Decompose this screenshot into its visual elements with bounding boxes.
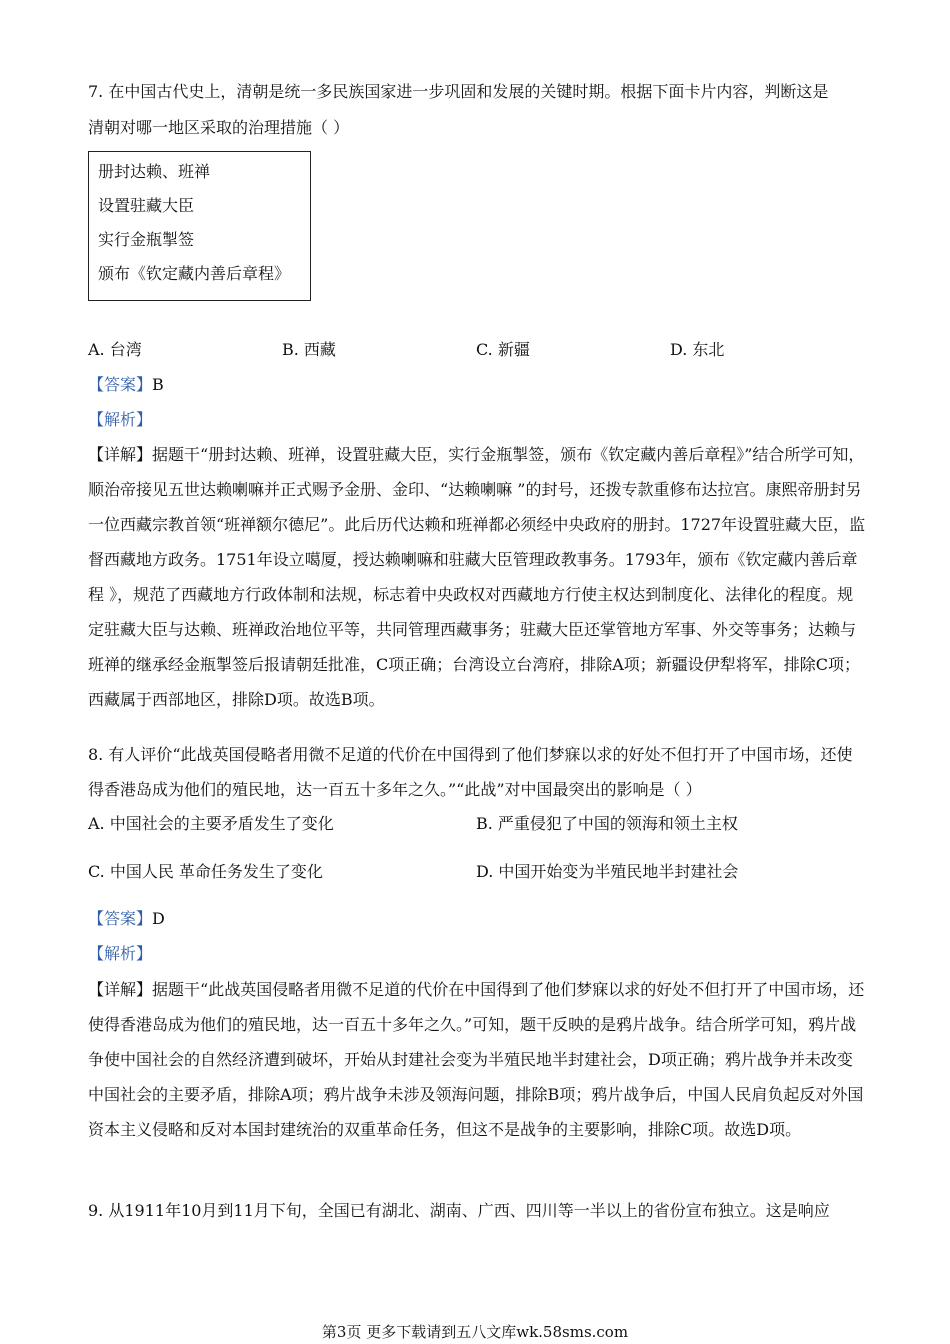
detail-text: 据题干“册封达赖、班禅，设置驻藏大臣，实行金瓶掣签，颁布《钦定藏内善后章程》”结合所学可知，顺治帝接见五世达赖喇嘛并正式赐予金册、金印、“达赖喇嘛 ”的封号，还拨专款重修布达拉宫。康熙帝册封另一位西藏宗教首领“班禅额尔德尼”。此后历代达赖和班禅都必须经中央政府的册封。1727年设置驻藏大臣，监督西藏地方政务。1751年设立噶厦，授达赖喇嘛和驻藏大臣管理政教事务。1793年，颁布《钦定藏内善后章程 》，规范了西藏地方行政体制和法规，标志着中央政权对西藏地方行使主权达到制度化、法律化的程度。规定驻藏大臣与达赖、班禅政治地位平等，共同管理西藏事务；驻藏大臣还掌管地方军事、外交等事务；达赖与班禅的继承经金瓶掣签后报请朝廷批准，C项正确；台湾设立台湾府，排除A项；新疆设伊犁将军，排除C项；西藏属于西部地区，排除D项。故选B项。 bbox=[88, 445, 866, 709]
q8-answer bbox=[88, 908, 165, 930]
q9-stem: 9. 从1911年10月到11月下旬，全国已有湖北、湖南、广西、四川等一半以上的省份宣布独立。这是响应 bbox=[88, 1201, 830, 1220]
q7-option-d: D. 东北 bbox=[670, 340, 725, 359]
q7-answer bbox=[88, 374, 164, 396]
card-item: 实行金瓶掣签 bbox=[98, 230, 195, 249]
q8-option-d: D. 中国开始变为半殖民地半封建社会 bbox=[476, 862, 739, 881]
q8-analysis-label: 【解析】 bbox=[88, 944, 153, 963]
q7-option-a: A. 台湾 bbox=[88, 340, 142, 359]
q7-option-b: B. 西藏 bbox=[282, 340, 336, 359]
detail-label: 【详解】 bbox=[88, 445, 153, 464]
q7-analysis-label: 【解析】 bbox=[88, 410, 153, 429]
detail-label: 【详解】 bbox=[88, 980, 153, 999]
q8-detail bbox=[88, 972, 866, 1147]
answer-label: 【答案】 bbox=[88, 375, 153, 394]
q7-option-c: C. 新疆 bbox=[476, 340, 530, 359]
answer-value: D bbox=[152, 909, 165, 928]
q8-stem: 8. 有人评价“此战英国侵略者用微不足道的代价在中国得到了他们梦寐以求的好处不但打开了中国市场，还使得香港岛成为他们的殖民地，达一百五十多年之久。”“此战”对中国最突出的影响是（ ） bbox=[88, 745, 853, 799]
card-item: 设置驻藏大臣 bbox=[98, 196, 195, 215]
q7-stem-line1: 7. 在中国古代史上，清朝是统一多民族国家进一步巩固和发展的关键时期。根据下面卡片内容，判断这是 bbox=[88, 82, 829, 101]
card-item: 颁布《钦定藏内善后章程》 bbox=[98, 264, 291, 283]
q7-stem-line2: 清朝对哪一地区采取的治理措施（ ） bbox=[88, 118, 350, 137]
q8-option-b: B. 严重侵犯了中国的领海和领土主权 bbox=[476, 814, 738, 833]
q8-option-a: A. 中国社会的主要矛盾发生了变化 bbox=[88, 814, 334, 833]
answer-label: 【答案】 bbox=[88, 909, 153, 928]
q8-option-c: C. 中国人民 革命任务发生了变化 bbox=[88, 862, 323, 881]
detail-text: 据题干“此战英国侵略者用微不足道的代价在中国得到了他们梦寐以求的好处不但打开了中国市场，还使得香港岛成为他们的殖民地，达一百五十多年之久。”可知，题干反映的是鸦片战争。结合所学可知，鸦片战争使中国社会的自然经济遭到破坏，开始从封建社会变为半殖民地半封建社会，D项正确；鸦片战争并未改变中国社会的主要矛盾，排除A项；鸦片战争未涉及领海问题，排除B项；鸦片战争后，中国人民肩负起反对外国资本主义侵略和反对本国封建统治的双重革命任务，但这不是战争的主要影响，排除C项。故选D项。 bbox=[88, 980, 865, 1139]
page-footer: 第3页 更多下载请到五八文库wk.58sms.com bbox=[321, 1323, 629, 1341]
q7-detail bbox=[88, 437, 866, 717]
q7-clue-card bbox=[88, 151, 311, 301]
card-item: 册封达赖、班禅 bbox=[98, 162, 211, 181]
answer-value: B bbox=[152, 375, 164, 394]
